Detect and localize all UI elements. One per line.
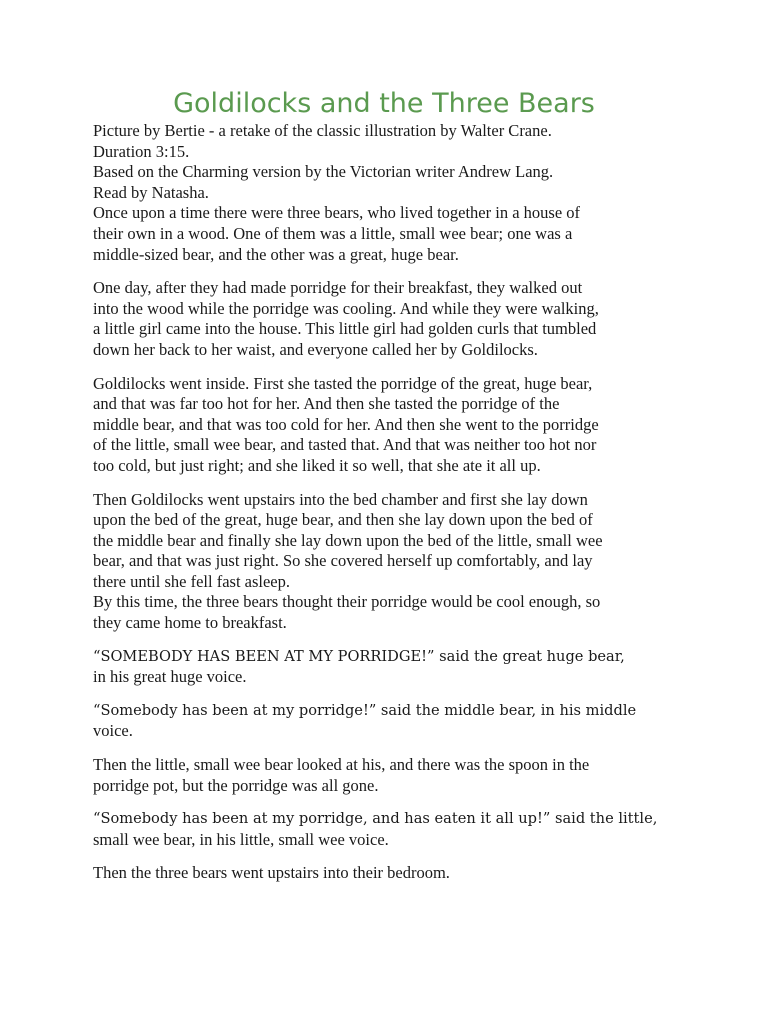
- intro-line: Based on the Charming version by the Victorian writer Andrew Lang.: [93, 162, 554, 182]
- paragraph-line: One day, after they had made porridge for their breakfast, they walked out: [93, 278, 583, 298]
- paragraph-line: the middle bear and finally she lay down upon the bed of the little, small wee: [93, 530, 603, 550]
- paragraph-10: [93, 863, 683, 884]
- paragraph-line: in his great huge voice.: [93, 667, 247, 687]
- paragraph-6: [93, 647, 683, 688]
- paragraph-line: small wee bear, in his little, small wee voice.: [93, 829, 389, 849]
- paragraph-line: their own in a wood. One of them was a little, small wee bear; one was a: [93, 223, 573, 243]
- paragraph-line: Then the little, small wee bear looked at his, and there was the spoon in the: [93, 755, 590, 775]
- paragraph-line: middle bear, and that was too cold for her. And then she went to the porridge: [93, 414, 599, 434]
- paragraph-line: Goldilocks went inside. First she tasted the porridge of the great, huge bear,: [93, 373, 593, 393]
- paragraph-line: they came home to breakfast.: [93, 613, 287, 633]
- document-body: [93, 121, 683, 897]
- paragraph-line: Then Goldilocks went upstairs into the bed chamber and first she lay down: [93, 489, 588, 509]
- paragraph-line: down her back to her waist, and everyone called her by Goldilocks.: [93, 339, 538, 359]
- document-title: Goldilocks and the Three Bears: [173, 88, 595, 119]
- paragraph-line: Then the three bears went upstairs into their bedroom.: [93, 863, 450, 883]
- paragraph-1: [93, 203, 683, 265]
- paragraph-2: [93, 278, 683, 360]
- paragraph-line: By this time, the three bears thought their porridge would be cool enough, so: [93, 592, 601, 612]
- paragraph-4: [93, 490, 683, 593]
- intro-line: Read by Natasha.: [93, 182, 209, 202]
- intro-block: [93, 121, 683, 203]
- paragraph-5: [93, 592, 683, 633]
- intro-line: Picture by Bertie - a retake of the classic illustration by Walter Crane.: [93, 121, 552, 140]
- paragraph-8: [93, 755, 683, 796]
- paragraph-7: [93, 701, 683, 742]
- quote-line: “Somebody has been at my porridge, and has eaten it all up!” said the little,: [93, 810, 658, 828]
- paragraph-line: of the little, small wee bear, and tasted that. And that was neither too hot nor: [93, 435, 597, 455]
- intro-line: Duration 3:15.: [93, 141, 190, 161]
- paragraph-9: [93, 809, 683, 850]
- paragraph-line: upon the bed of the great, huge bear, and then she lay down upon the bed of: [93, 510, 593, 530]
- quote-line: “Somebody has been at my porridge!” said the middle bear, in his middle: [93, 701, 637, 719]
- paragraph-line: porridge pot, but the porridge was all gone.: [93, 775, 379, 795]
- paragraph-line: there until she fell fast asleep.: [93, 571, 291, 591]
- paragraph-line: a little girl came into the house. This little girl had golden curls that tumbled: [93, 319, 597, 339]
- paragraph-line: Once upon a time there were three bears, who lived together in a house of: [93, 203, 581, 223]
- paragraph-line: into the wood while the porridge was cooling. And while they were walking,: [93, 298, 599, 318]
- paragraph-line: voice.: [93, 721, 133, 741]
- paragraph-line: middle-sized bear, and the other was a great, huge bear.: [93, 244, 459, 264]
- quote-line: “SOMEBODY HAS BEEN AT MY PORRIDGE!” said the great huge bear,: [93, 647, 625, 665]
- paragraph-line: and that was far too hot for her. And then she tasted the porridge of the: [93, 394, 560, 414]
- paragraph-line: too cold, but just right; and she liked it so well, that she ate it all up.: [93, 455, 541, 475]
- paragraph-line: bear, and that was just right. So she covered herself up comfortably, and lay: [93, 551, 593, 571]
- paragraph-3: [93, 374, 683, 477]
